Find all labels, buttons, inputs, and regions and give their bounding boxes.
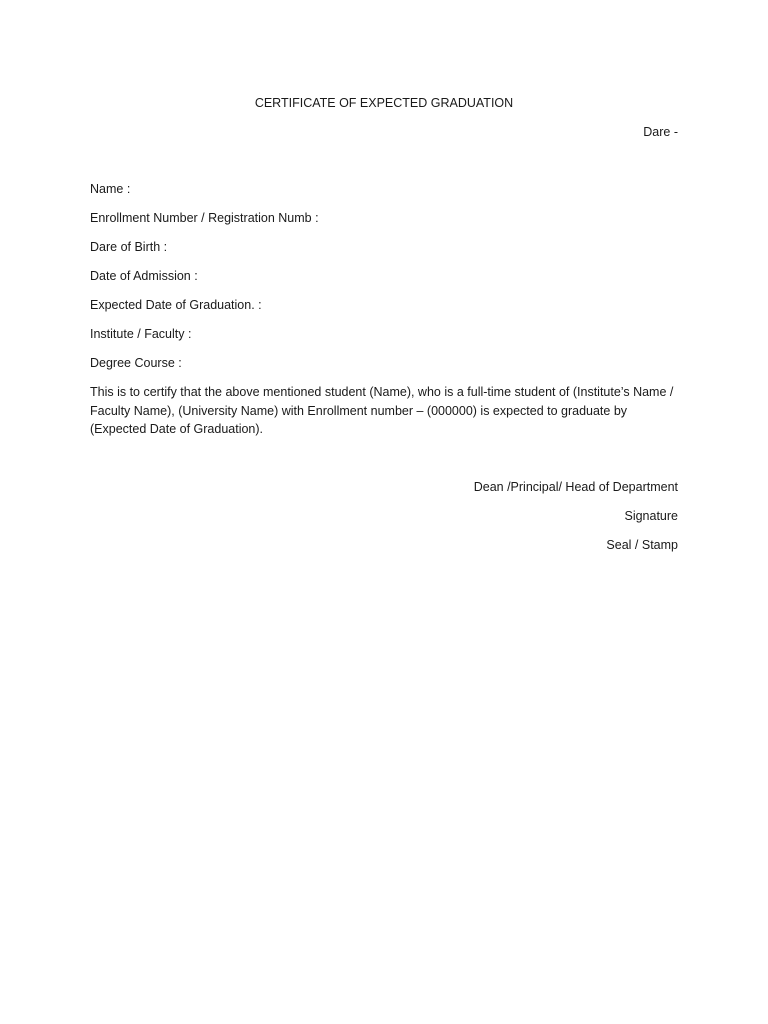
field-date-of-admission: Date of Admission : (90, 269, 198, 283)
date-line: Dare - (643, 125, 678, 139)
field-degree-course: Degree Course : (90, 356, 182, 370)
field-enrollment-number: Enrollment Number / Registration Numb : (90, 211, 319, 225)
signoff-signature: Signature (624, 508, 678, 523)
signoff-seal: Seal / Stamp (606, 537, 678, 552)
signoff-block (90, 478, 678, 554)
certificate-title: CERTIFICATE OF EXPECTED GRADUATION (254, 96, 514, 110)
field-name: Name : (90, 182, 131, 196)
field-expected-graduation: Expected Date of Graduation. : (90, 298, 262, 312)
certificate-body (90, 94, 678, 565)
signoff-title: Dean /Principal/ Head of Department (473, 479, 678, 494)
student-fields (90, 180, 678, 372)
field-date-of-birth: Dare of Birth : (90, 240, 168, 254)
field-institute-faculty: Institute / Faculty : (90, 327, 192, 341)
certification-paragraph: This is to certify that the above mentioned student (Name), who is a full-time student of (Institute’s Name / Faculty Name), (University Name) with Enrollment number – (000000) is expected to graduate by (Expected Date of Graduation). (90, 385, 674, 436)
